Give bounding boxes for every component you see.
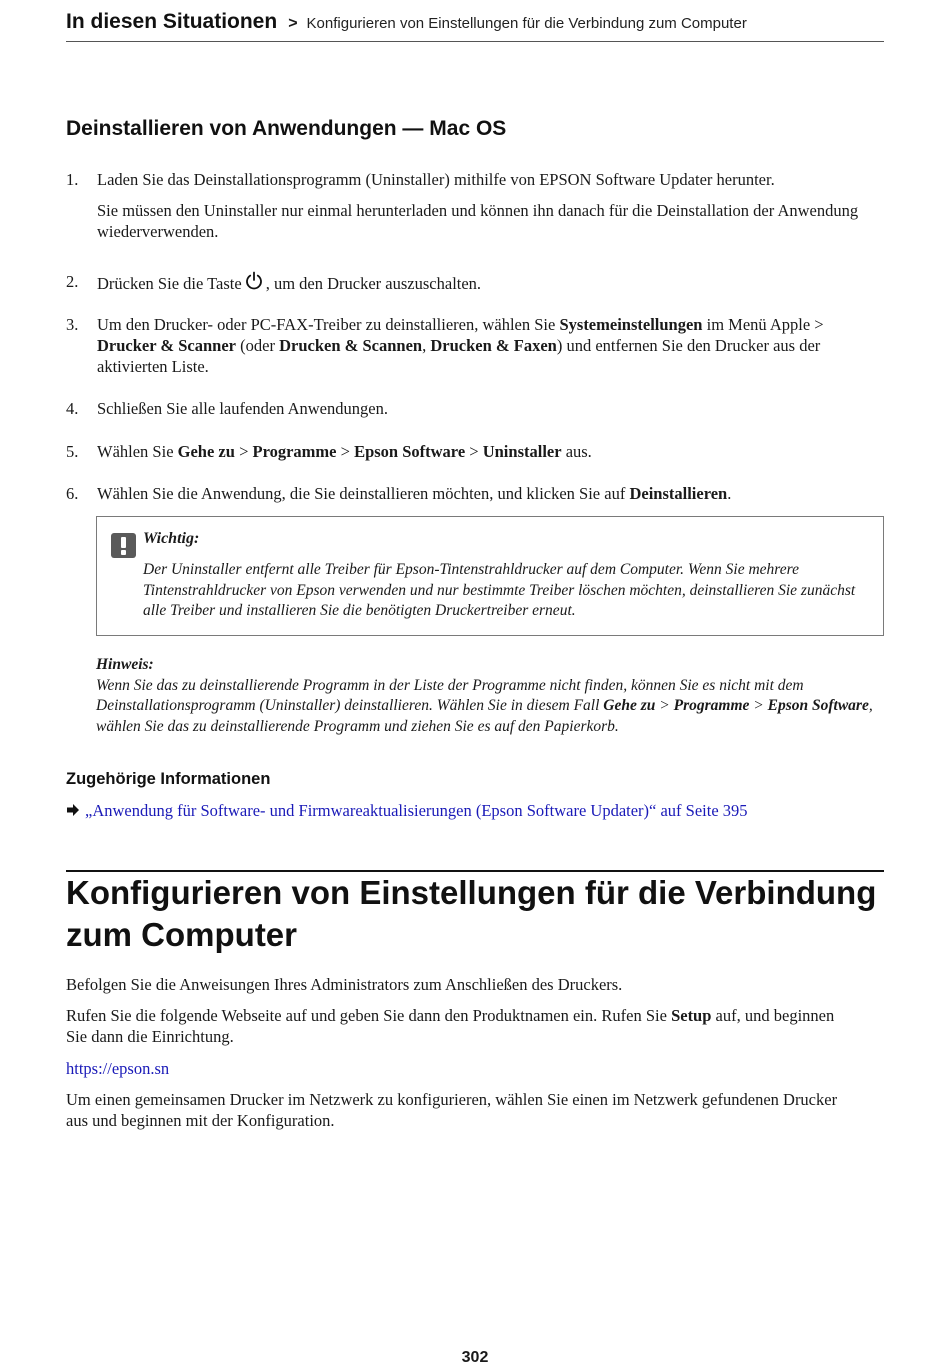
- step-1: [66, 169, 884, 242]
- ui-term: Drucken & Scannen: [279, 336, 423, 355]
- step-text: [97, 483, 884, 504]
- ui-term: Uninstaller: [482, 442, 562, 461]
- text-run: aus.: [561, 442, 592, 461]
- text-run: auf, und beginnen Sie dann die Einrichtung.: [66, 1006, 835, 1046]
- related-info-item: [66, 801, 748, 821]
- related-link-software-updater[interactable]: „Anwendung für Software- und Firmwareaktualisierungen (Epson Software Updater)“ auf Seite 395: [85, 801, 748, 820]
- paragraph-url: [66, 1058, 856, 1079]
- step-text-part: , um den Drucker auszuschalten.: [265, 274, 482, 293]
- important-text: Der Uninstaller entfernt alle Treiber für Epson-Tintenstrahldrucker auf dem Computer. Wenn Sie mehrere Tintenstrahldrucker von Epson verwenden und nur bestimmte Treiber löschen möchten, deinstallieren Sie zunächst alle Treiber und installieren Sie die benötigten Druckertreiber erneut.: [143, 561, 856, 619]
- step-subtext: Sie müssen den Uninstaller nur einmal herunterladen und können ihn danach für die Deinstallation der Anwendung wiederverwenden.: [97, 201, 859, 241]
- step-number: 6.: [66, 484, 79, 503]
- ui-term: Systemeinstellungen: [559, 315, 703, 334]
- hint-title: Hinweis:: [96, 656, 154, 673]
- step-5: [66, 441, 884, 462]
- step-6: [66, 483, 884, 504]
- step-number: 2.: [66, 272, 79, 291]
- paragraph-setup: [66, 1005, 856, 1047]
- ui-term: Epson Software: [767, 697, 869, 714]
- ui-term: Drucker & Scanner: [97, 336, 237, 355]
- text-run: ,: [422, 336, 431, 355]
- text-run: Wenn Sie das zu deinstallierende Programm in der Liste der Programme nicht finden, können Sie es nicht mit dem Deinstallationsprogramm (Uninstaller) deinstallieren. Wählen Sie in diesem Fall: [96, 676, 804, 714]
- paragraph-admin-instructions: Befolgen Sie die Anweisungen Ihres Administrators zum Anschließen des Druckers.: [66, 975, 623, 994]
- step-text: [97, 441, 884, 462]
- step-text: Schließen Sie alle laufenden Anwendungen.: [97, 399, 388, 418]
- step-text-part: Drücken Sie die Taste: [97, 274, 242, 293]
- step-4: [66, 398, 884, 419]
- related-info-heading: Zugehörige Informationen: [66, 770, 271, 788]
- text-run: >: [749, 697, 768, 714]
- text-run: Um den Drucker- oder PC-FAX-Treiber zu deinstallieren, wählen Sie: [97, 315, 560, 334]
- page-number: 302: [461, 1349, 489, 1366]
- text-run: >: [336, 442, 355, 461]
- ui-term: Drucken & Faxen: [430, 336, 557, 355]
- text-run: .: [727, 484, 732, 503]
- step-text: Laden Sie das Deinstallationsprogramm (Uninstaller) mithilfe von EPSON Software Updater herunter.: [97, 170, 775, 189]
- step-3: [66, 314, 884, 377]
- ui-term: Gehe zu: [177, 442, 235, 461]
- paragraph-shared-printer: Um einen gemeinsamen Drucker im Netzwerk zu konfigurieren, wählen Sie einen im Netzwerk gefundenen Drucker aus und beginnen mit der Konfiguration.: [66, 1090, 838, 1130]
- text-run: , wählen Sie das zu deinstallierende Programm und ziehen Sie es auf den Papierkorb.: [96, 697, 873, 735]
- power-icon: [244, 271, 264, 291]
- text-run: >: [655, 697, 674, 714]
- ui-term: Programme: [252, 442, 337, 461]
- step-number: 1.: [66, 170, 79, 189]
- arrow-right-icon: [66, 803, 80, 817]
- text-run: im Menü Apple >: [702, 315, 824, 334]
- step-number: 4.: [66, 399, 79, 418]
- epson-setup-link[interactable]: https://epson.sn: [66, 1059, 170, 1078]
- step-number: 5.: [66, 442, 79, 461]
- ui-term: Setup: [671, 1006, 712, 1025]
- text-run: ) und entfernen Sie den Drucker aus der aktivierten Liste.: [97, 336, 821, 376]
- chapter-heading-connect: Konfigurieren von Einstellungen für die Verbindung zum Computer: [66, 870, 884, 956]
- ui-term: Deinstallieren: [629, 484, 728, 503]
- text-run: >: [465, 442, 483, 461]
- header-separator: >: [288, 15, 298, 32]
- text-run: Rufen Sie die folgende Webseite auf und geben Sie dann den Produktnamen ein. Rufen Sie: [66, 1006, 672, 1025]
- ui-term: Gehe zu: [603, 697, 656, 714]
- step-2: [66, 271, 884, 294]
- text-run: Wählen Sie: [97, 442, 178, 461]
- warning-icon: [111, 533, 136, 558]
- hint-note: [96, 655, 886, 737]
- header-chapter: In diesen Situationen: [66, 10, 278, 33]
- important-notice-box: [96, 516, 884, 636]
- text-run: >: [234, 442, 253, 461]
- step-text: [97, 271, 884, 294]
- text-run: (oder: [236, 336, 280, 355]
- step-number: 3.: [66, 315, 79, 334]
- text-run: Wählen Sie die Anwendung, die Sie deinstallieren möchten, und klicken Sie auf: [97, 484, 630, 503]
- ui-term: Programme: [673, 697, 750, 714]
- step-text: [97, 314, 884, 377]
- header-section: Konfigurieren von Einstellungen für die Verbindung zum Computer: [306, 15, 747, 32]
- running-header: [66, 10, 884, 42]
- important-title: Wichtig:: [143, 530, 200, 547]
- section-heading-uninstall-mac: Deinstallieren von Anwendungen — Mac OS: [66, 117, 507, 140]
- ui-term: Epson Software: [354, 442, 466, 461]
